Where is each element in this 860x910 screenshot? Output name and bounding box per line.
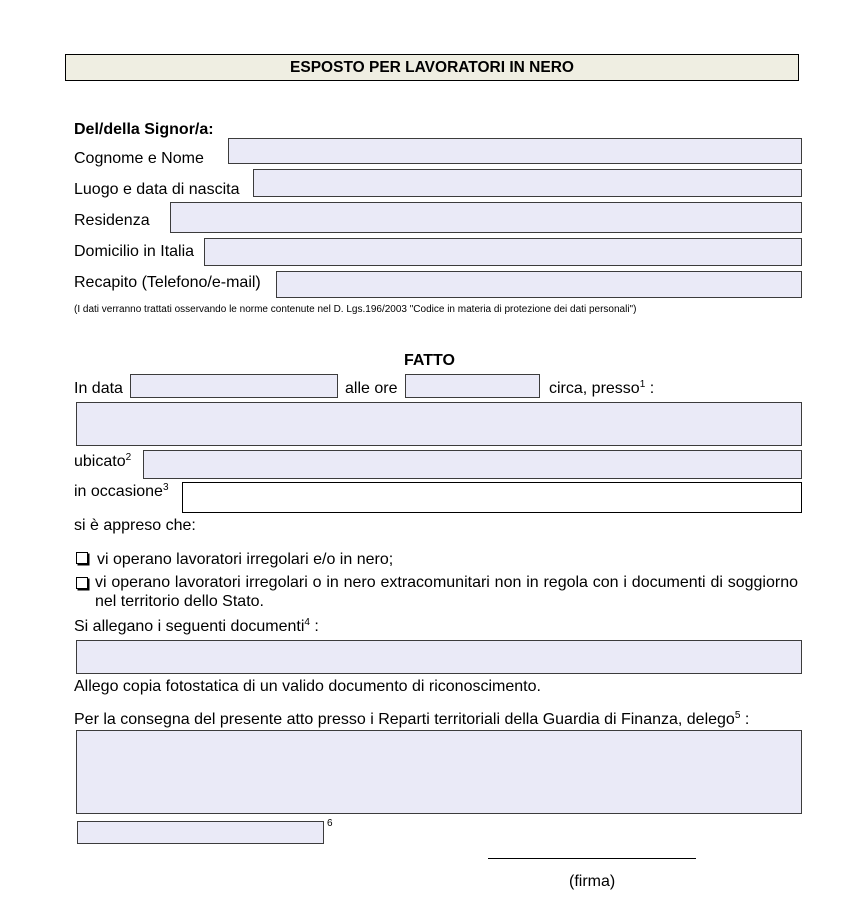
place-field[interactable]: [76, 402, 802, 446]
domicile-field[interactable]: [204, 238, 802, 266]
residence-field[interactable]: [170, 202, 802, 233]
signature-label: (firma): [569, 873, 616, 890]
located-field[interactable]: [143, 450, 802, 479]
contact-label: Recapito (Telefono/e-mail): [74, 274, 261, 291]
footnote-6: 6: [327, 818, 333, 829]
footnote-4: 4: [304, 617, 310, 628]
date-label: In data: [74, 380, 123, 397]
footnote-5: 5: [734, 710, 741, 721]
residence-label: Residenza: [74, 212, 150, 229]
delegate-field[interactable]: [76, 730, 802, 814]
delegate-label-text: Per la consegna del presente atto presso i Reparti territoriali della Guardia di Finanza, delego: [74, 711, 735, 728]
name-field[interactable]: [228, 138, 802, 164]
option-2: [76, 573, 798, 611]
id-copy-text: Allego copia fotostatica di un valido documento di riconoscimento.: [74, 678, 541, 695]
form-title: ESPOSTO PER LAVORATORI IN NERO: [65, 54, 799, 81]
learned-label: si è appreso che:: [74, 517, 196, 534]
place-date-field[interactable]: [77, 821, 324, 844]
place-label: [549, 379, 654, 399]
contact-field[interactable]: [276, 271, 802, 298]
time-label: alle ore: [345, 380, 398, 397]
occasion-label-text: in occasione: [74, 483, 163, 500]
place-label-suffix: :: [649, 380, 655, 397]
fatto-heading: FATTO: [404, 352, 455, 369]
option-2-label: vi operano lavoratori irregolari o in nero extracomunitari non in regola con i documenti di soggiorno nel territorio dello Stato.: [95, 574, 798, 610]
occasion-field[interactable]: [182, 482, 802, 513]
option-2-checkbox[interactable]: [76, 577, 88, 589]
date-field[interactable]: [130, 374, 338, 398]
attach-label-text: Si allegano i seguenti documenti: [74, 618, 305, 635]
signature-line: [488, 858, 696, 859]
person-heading: Del/della Signor/a:: [74, 121, 214, 138]
privacy-note: (I dati verranno trattati osservando le norme contenute nel D. Lgs.196/2003 "Codice in materia di protezione dei dati personali"): [74, 304, 637, 315]
delegate-label-suffix: :: [744, 711, 750, 728]
attach-label: [74, 617, 319, 637]
footnote-2: 2: [125, 452, 132, 463]
footnote-3: 3: [162, 482, 169, 493]
name-label: Cognome e Nome: [74, 150, 204, 167]
option-1-label: vi operano lavoratori irregolari e/o in nero;: [97, 551, 394, 568]
occasion-label: [74, 482, 169, 502]
birth-label: Luogo e data di nascita: [74, 181, 240, 198]
attach-field[interactable]: [76, 640, 802, 674]
birth-field[interactable]: [253, 169, 802, 197]
option-1: [76, 550, 393, 570]
attach-label-suffix: :: [314, 618, 319, 635]
place-label-text: circa, presso: [549, 380, 640, 397]
option-1-checkbox[interactable]: [76, 552, 88, 564]
domicile-label: Domicilio in Italia: [74, 243, 195, 260]
time-field[interactable]: [405, 374, 540, 398]
located-label: [74, 452, 131, 472]
delegate-label: [74, 710, 749, 730]
footnote-1: 1: [639, 379, 646, 390]
located-label-text: ubicato: [74, 453, 126, 470]
